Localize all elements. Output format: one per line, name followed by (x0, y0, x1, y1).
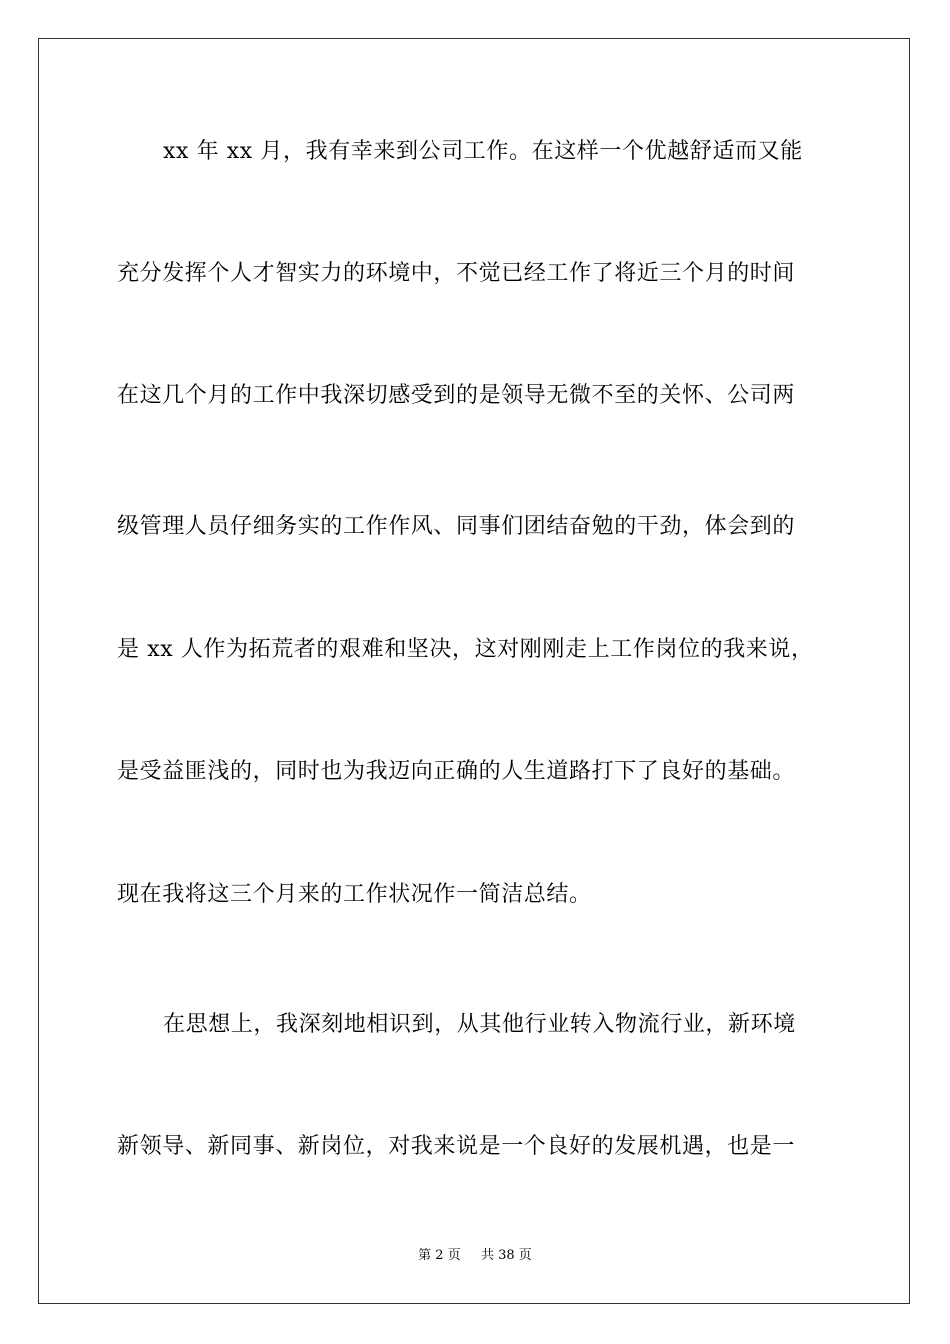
paragraph-line-7: 现在我将这三个月来的工作状况作一简洁总结。 (117, 882, 592, 907)
paragraph-line-3: 在这几个月的工作中我深切感受到的是领导无微不至的关怀、公司两 (117, 383, 796, 408)
paragraph-line-9: 新领导、新同事、新岗位，对我来说是一个良好的发展机遇，也是一 (117, 1134, 796, 1159)
paragraph-line-5: 是 xx 人作为拓荒者的艰难和坚决，这对刚刚走上工作岗位的我来说， (117, 637, 814, 662)
paragraph-line-1: xx 年 xx 月，我有幸来到公司工作。在这样一个优越舒适而又能 (163, 139, 803, 164)
paragraph-line-2: 充分发挥个人才智实力的环境中，不觉已经工作了将近三个月的时间 (117, 261, 796, 286)
page-total: 共 38 页 (481, 1248, 532, 1263)
paragraph-line-8: 在思想上，我深刻地相识到，从其他行业转入物流行业，新环境 (163, 1012, 796, 1037)
page-border (38, 38, 910, 1304)
paragraph-line-6: 是受益匪浅的，同时也为我迈向正确的人生道路打下了良好的基础。 (117, 759, 796, 784)
page-footer (0, 1247, 950, 1265)
paragraph-line-4: 级管理人员仔细务实的工作作风、同事们团结奋勉的干劲，体会到的 (117, 514, 796, 539)
page-number: 第 2 页 (418, 1248, 461, 1263)
